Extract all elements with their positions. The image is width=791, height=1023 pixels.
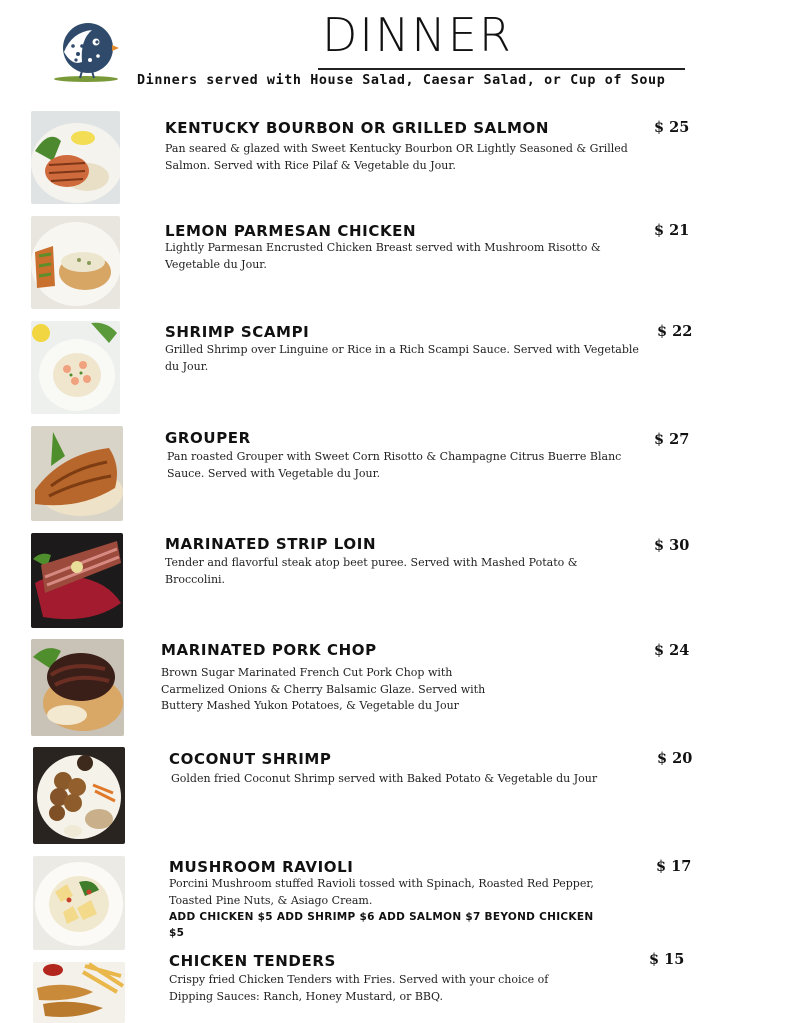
- item-description: Crispy fried Chicken Tenders with Fries. Served with your choice of Dipping Sauces: Ranch, Honey Mustard, or BBQ.: [169, 973, 549, 1003]
- item-name: KENTUCKY BOURBON OR GRILLED SALMON: [165, 119, 550, 137]
- item-description: Brown Sugar Marinated French Cut Pork Chop with Carmelized Onions & Cherry Balsamic Glaze. Served with Buttery Mashed Yukon Potatoes, & Vegetable du Jour: [161, 666, 486, 712]
- item-description: Pan seared & glazed with Sweet Kentucky Bourbon OR Lightly Seasoned & Grilled Salmon. Served with Rice Pilaf & Vegetable du Jour.: [165, 142, 628, 172]
- salmon-plate-photo: [31, 111, 120, 204]
- title-divider: [318, 68, 685, 70]
- item-name: SHRIMP SCAMPI: [165, 323, 310, 341]
- scampi-plate-photo: [31, 321, 120, 414]
- ravioli-plate-photo: [33, 856, 125, 950]
- item-name: CHICKEN TENDERS: [169, 952, 336, 970]
- item-price: $ 27: [654, 431, 690, 448]
- page-subtitle: Dinners served with House Salad, Caesar Salad, or Cup of Soup: [137, 73, 666, 88]
- item-name: COCONUT SHRIMP: [169, 750, 332, 768]
- item-description: Lightly Parmesan Encrusted Chicken Breast served with Mushroom Risotto & Vegetable du Jour.: [165, 241, 601, 271]
- item-name: MARINATED PORK CHOP: [161, 641, 377, 659]
- item-price: $ 21: [654, 222, 690, 239]
- page-title: DINNER: [322, 8, 513, 62]
- pork-chop-plate-photo: [31, 639, 124, 736]
- item-price: $ 30: [654, 537, 690, 554]
- item-description: Tender and flavorful steak atop beet puree. Served with Mashed Potato & Broccolini.: [165, 556, 578, 586]
- coconut-shrimp-plate-photo: [33, 747, 125, 844]
- grouper-plate-photo: [31, 426, 123, 521]
- item-name: GROUPER: [165, 429, 251, 447]
- item-description: Golden fried Coconut Shrimp served with Baked Potato & Vegetable du Jour: [171, 772, 598, 785]
- item-addons: ADD CHICKEN $5 ADD SHRIMP $6 ADD SALMON $7 BEYOND CHICKEN $5: [169, 911, 594, 939]
- item-price: $ 22: [657, 323, 693, 340]
- item-name: MARINATED STRIP LOIN: [165, 535, 377, 553]
- item-description: Pan roasted Grouper with Sweet Corn Risotto & Champagne Citrus Buerre Blanc Sauce. Served with Vegetable du Jour.: [167, 450, 622, 480]
- item-name: MUSHROOM RAVIOLI: [169, 858, 354, 876]
- chicken-tenders-plate-photo: [33, 962, 125, 1023]
- item-price: $ 17: [656, 858, 692, 875]
- item-price: $ 20: [657, 750, 693, 767]
- item-description: Grilled Shrimp over Linguine or Rice in a Rich Scampi Sauce. Served with Vegetable du Jour.: [165, 343, 639, 373]
- steak-plate-photo: [31, 533, 123, 628]
- item-price: $ 15: [649, 951, 685, 968]
- item-price: $ 25: [654, 119, 690, 136]
- item-name: LEMON PARMESAN CHICKEN: [165, 222, 417, 240]
- restaurant-logo-bird-icon: [52, 18, 120, 86]
- chicken-plate-photo: [31, 216, 120, 309]
- item-price: $ 24: [654, 642, 690, 659]
- item-description: Porcini Mushroom stuffed Ravioli tossed with Spinach, Roasted Red Pepper, Toasted Pine Nuts, & Asiago Cream.: [169, 877, 594, 907]
